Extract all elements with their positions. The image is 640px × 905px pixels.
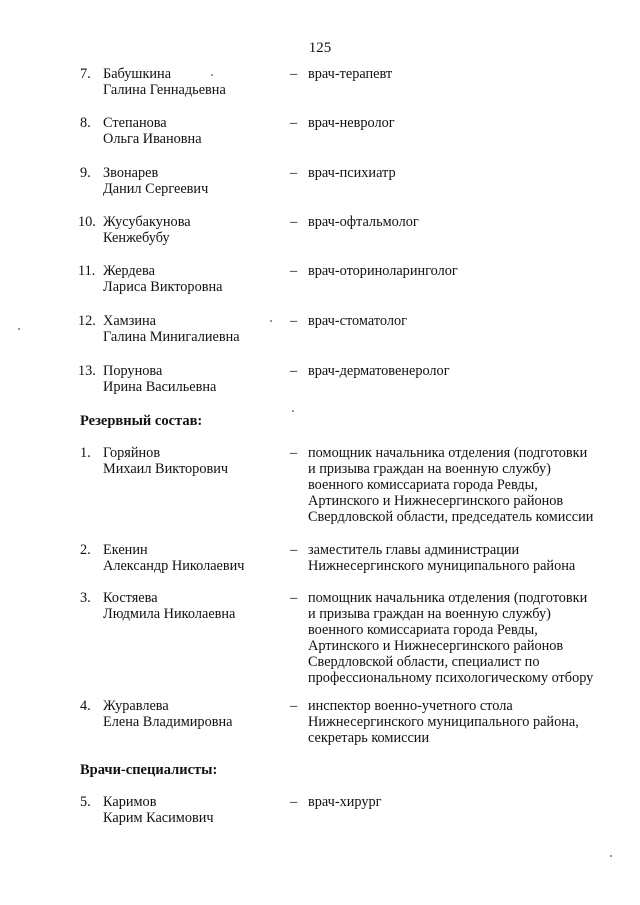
- given-names: Елена Владимировна: [103, 714, 233, 730]
- role: [308, 313, 620, 329]
- surname: Хамзина: [103, 313, 157, 329]
- dash: –: [290, 794, 298, 810]
- dash: –: [290, 313, 298, 329]
- role-line: военного комиссариата города Ревды,: [308, 477, 538, 493]
- item-number: 5.: [80, 794, 91, 810]
- given-names: Галина Минигалиевна: [103, 329, 240, 345]
- dash: –: [290, 698, 298, 714]
- role-line: и призыва граждан на военную службу): [308, 461, 551, 477]
- person-name: [103, 542, 293, 574]
- role: [308, 542, 620, 574]
- role: [308, 794, 620, 810]
- section-heading-reserve: Резервный состав:: [80, 413, 203, 429]
- surname: Степанова: [103, 115, 167, 131]
- surname: Каримов: [103, 794, 157, 810]
- surname: Жусубакунова: [103, 214, 191, 230]
- role: [308, 66, 620, 82]
- surname: Звонарев: [103, 165, 159, 181]
- role-line: врач-дерматовенеролог: [308, 363, 450, 379]
- dash: –: [290, 66, 298, 82]
- dash: –: [290, 115, 298, 131]
- role-line: Артинского и Нижнесергинского районов: [308, 638, 564, 654]
- role-line: врач-оториноларинголог: [308, 263, 458, 279]
- scan-speck: [18, 328, 20, 330]
- person-name: [103, 698, 293, 730]
- given-names: Ирина Васильевна: [103, 379, 217, 395]
- given-names: Людмила Николаевна: [103, 606, 236, 622]
- role-line: профессиональному психологическому отбору: [308, 670, 594, 686]
- item-number: 3.: [80, 590, 91, 606]
- person-name: [103, 165, 293, 197]
- person-name: [103, 214, 293, 246]
- person-name: [103, 445, 293, 477]
- role-line: врач-невролог: [308, 115, 395, 131]
- item-number: 8.: [80, 115, 91, 131]
- dash: –: [290, 445, 298, 461]
- role-line: помощник начальника отделения (подготовки: [308, 590, 588, 606]
- role-line: помощник начальника отделения (подготовки: [308, 445, 588, 461]
- surname: Бабушкина: [103, 66, 172, 82]
- item-number: 10.: [78, 214, 96, 230]
- role-line: и призыва граждан на военную службу): [308, 606, 551, 622]
- role-line: инспектор военно-учетного стола: [308, 698, 513, 714]
- role-line: Свердловской области, председатель комиссии: [308, 509, 594, 525]
- given-names: Галина Геннадьевна: [103, 82, 226, 98]
- given-names: Данил Сергеевич: [103, 181, 209, 197]
- person-name: [103, 313, 293, 345]
- role-line: Артинского и Нижнесергинского районов: [308, 493, 564, 509]
- role-line: военного комиссариата города Ревды,: [308, 622, 538, 638]
- role-line: Нижнесергинского муниципального района,: [308, 714, 579, 730]
- role-line: врач-терапевт: [308, 66, 393, 82]
- surname: Жердева: [103, 263, 155, 279]
- person-name: [103, 66, 293, 98]
- role-line: секретарь комиссии: [308, 730, 430, 746]
- role-line: Свердловской области, специалист по: [308, 654, 540, 670]
- surname: Журавлева: [103, 698, 169, 714]
- scan-speck: [292, 410, 294, 412]
- person-name: [103, 794, 293, 826]
- role: [308, 165, 620, 181]
- role-line: врач-психиатр: [308, 165, 396, 181]
- given-names: Ольга Ивановна: [103, 131, 202, 147]
- role: [308, 590, 620, 686]
- surname: Порунова: [103, 363, 163, 379]
- role-line: врач-стоматолог: [308, 313, 407, 329]
- person-name: [103, 263, 293, 295]
- item-number: 11.: [78, 263, 96, 279]
- given-names: Лариса Викторовна: [103, 279, 223, 295]
- person-name: [103, 115, 293, 147]
- dash: –: [290, 542, 298, 558]
- page-number: 125: [308, 40, 332, 56]
- role-line: заместитель главы администрации: [308, 542, 520, 558]
- scan-speck: [270, 320, 272, 322]
- dash: –: [290, 165, 298, 181]
- surname: Екенин: [103, 542, 148, 558]
- item-number: 2.: [80, 542, 91, 558]
- item-number: 13.: [78, 363, 96, 379]
- role-line: врач-хирург: [308, 794, 382, 810]
- dash: –: [290, 590, 298, 606]
- item-number: 1.: [80, 445, 91, 461]
- given-names: Александр Николаевич: [103, 558, 245, 574]
- scan-speck: [211, 74, 213, 76]
- role: [308, 115, 620, 131]
- dash: –: [290, 263, 298, 279]
- dash: –: [290, 214, 298, 230]
- person-name: [103, 363, 293, 395]
- item-number: 7.: [80, 66, 91, 82]
- role-line: Нижнесергинского муниципального района: [308, 558, 576, 574]
- role: [308, 698, 620, 746]
- role-line: врач-офтальмолог: [308, 214, 419, 230]
- item-number: 9.: [80, 165, 91, 181]
- surname: Горяйнов: [103, 445, 161, 461]
- given-names: Карим Касимович: [103, 810, 214, 826]
- item-number: 12.: [78, 313, 96, 329]
- given-names: Михаил Викторович: [103, 461, 229, 477]
- surname: Костяева: [103, 590, 158, 606]
- role: [308, 363, 620, 379]
- role: [308, 445, 620, 525]
- dash: –: [290, 363, 298, 379]
- item-number: 4.: [80, 698, 91, 714]
- section-heading-doctors: Врачи-специалисты:: [80, 762, 218, 778]
- given-names: Кенжебубу: [103, 230, 170, 246]
- person-name: [103, 590, 293, 622]
- role: [308, 263, 620, 279]
- role: [308, 214, 620, 230]
- scan-speck: [610, 855, 612, 857]
